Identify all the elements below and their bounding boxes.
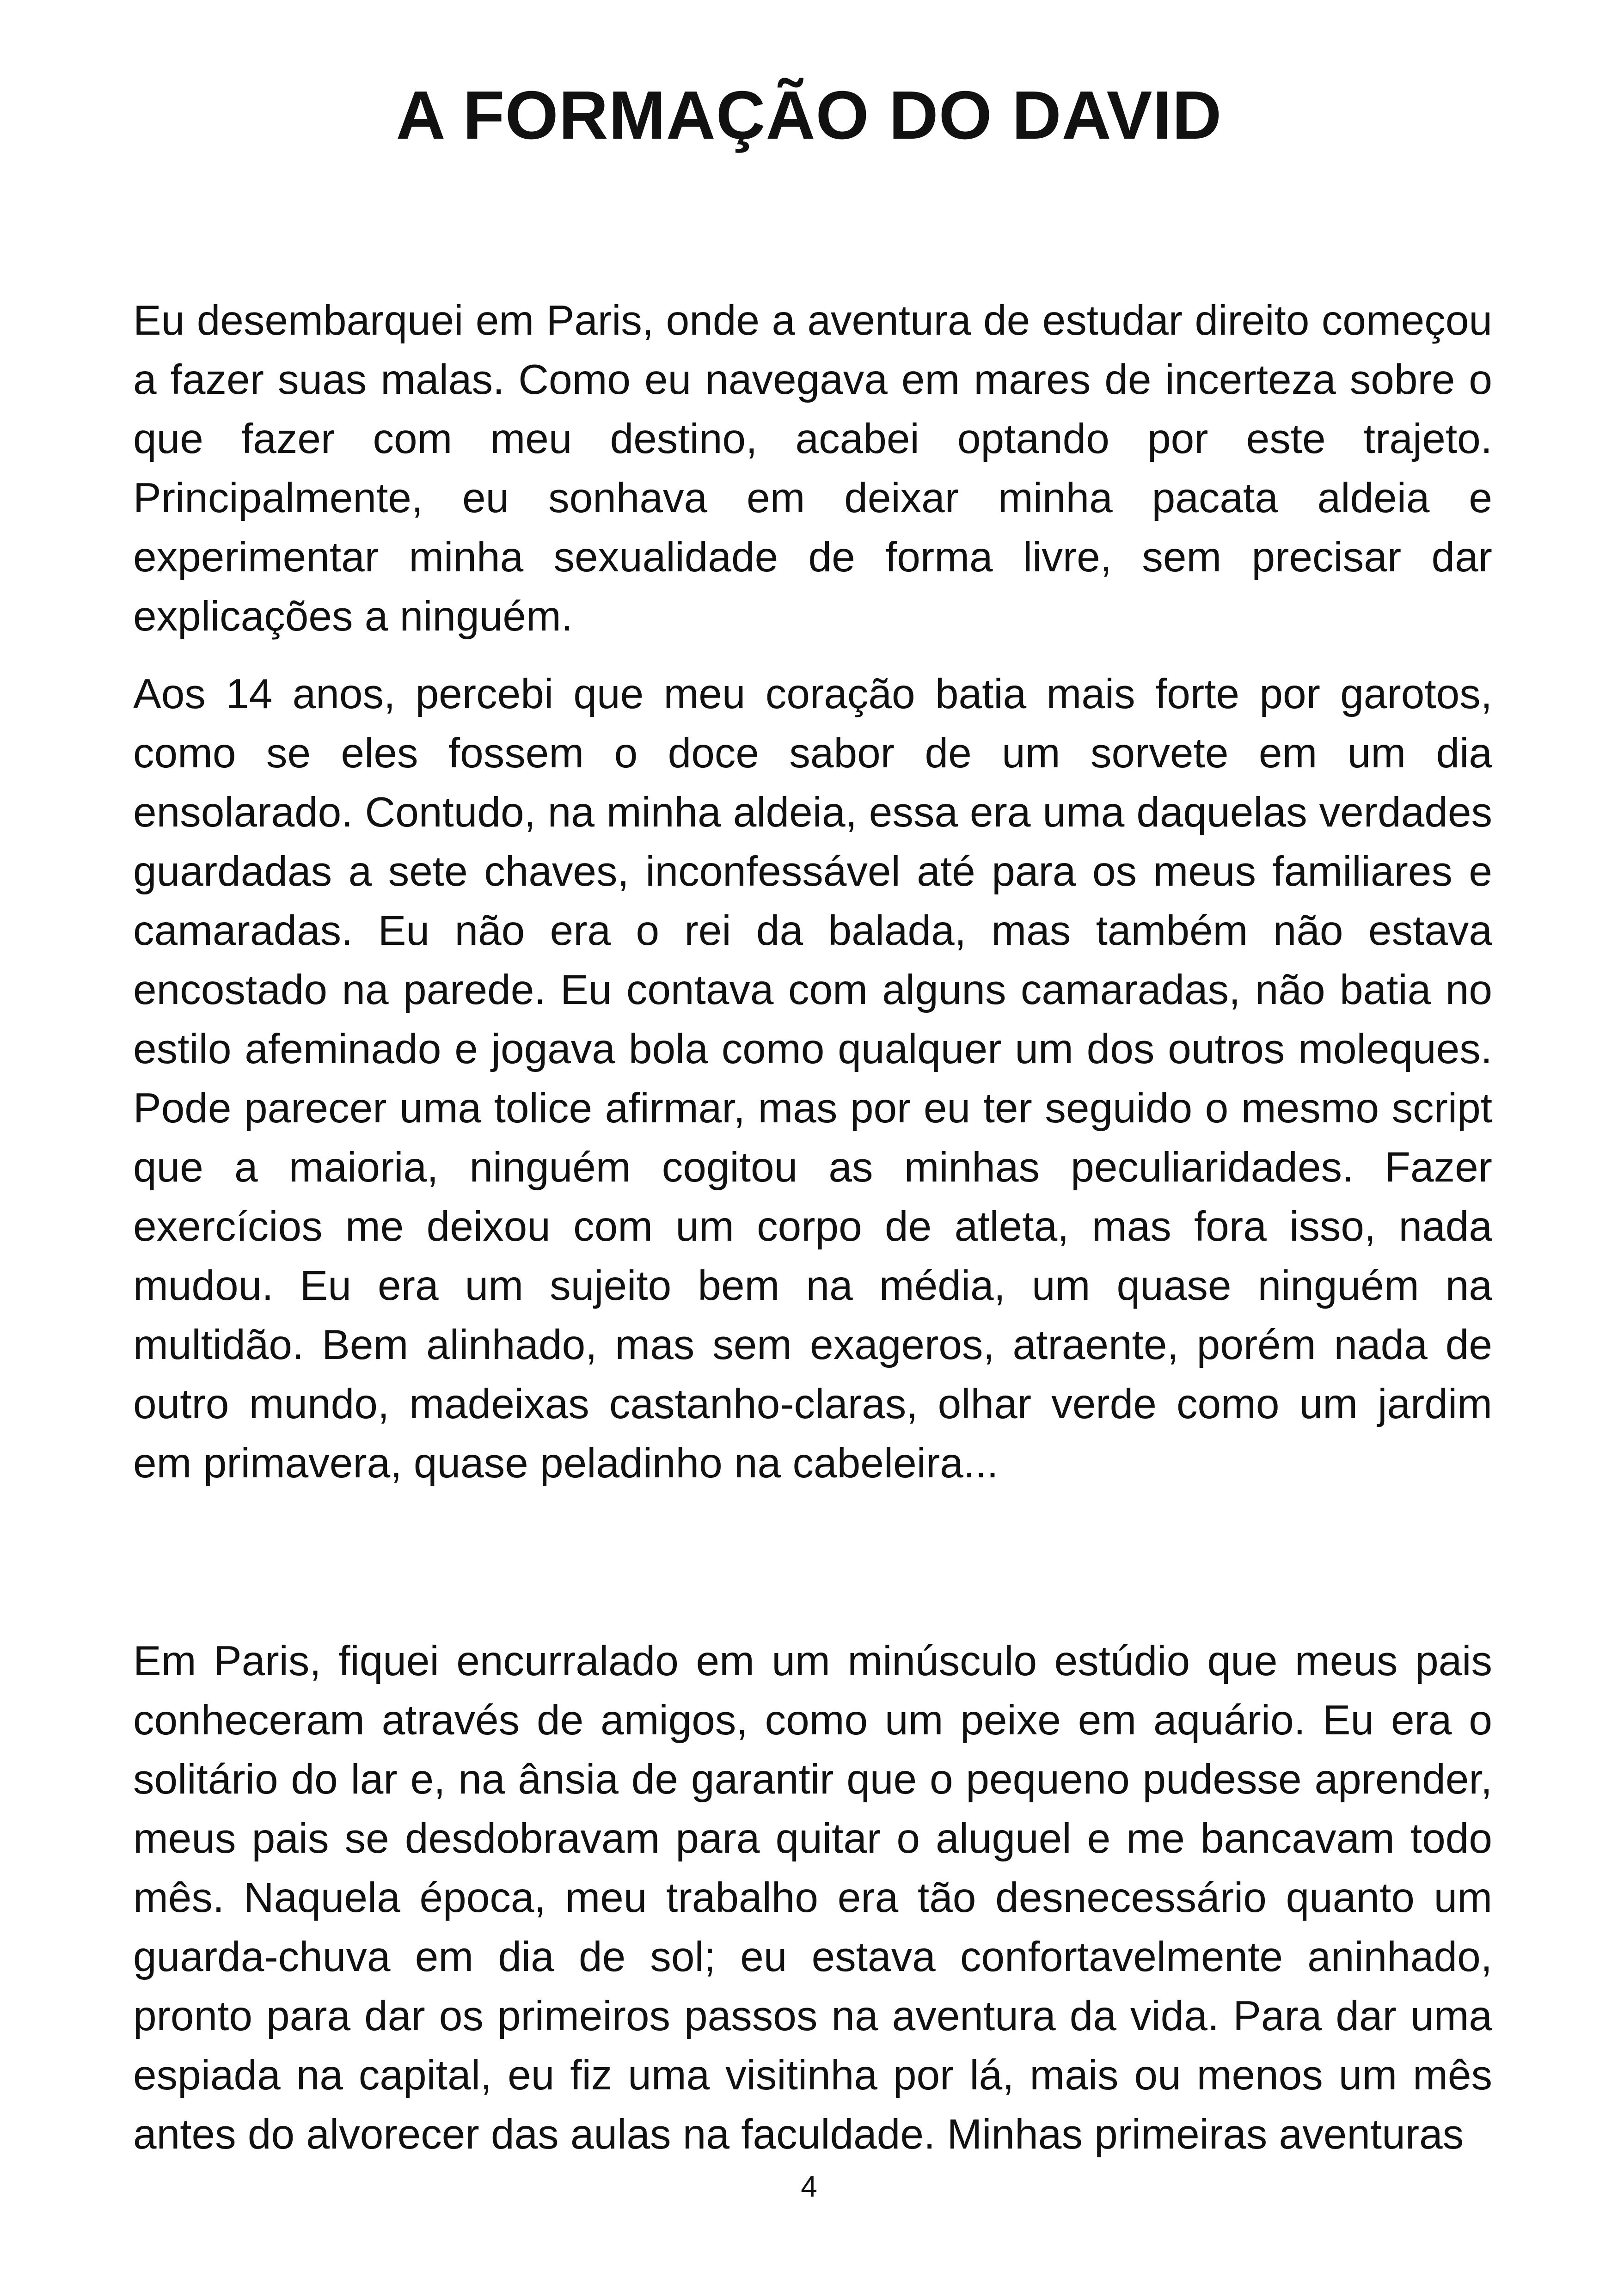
paragraph-1: Eu desembarquei em Paris, onde a aventura de estudar direito começou a fazer suas malas. Como eu navegava em mares de incerteza sobre o que fazer com meu destino, acabei optando por este trajeto. Principalmente, eu sonhava em deixar minha pacata aldeia e experimentar minha sexualidade de forma livre, sem precisar dar explicações a ninguém. xyxy=(133,297,1492,640)
chapter-body xyxy=(133,291,1492,2164)
page-number: 4 xyxy=(801,2170,817,2203)
paragraph-2: Aos 14 anos, percebi que meu coração batia mais forte por garotos, como se eles fossem o doce sabor de um sorvete em um dia ensolarado. Contudo, na minha aldeia, essa era uma daquelas verdades guardadas a sete chaves, inconfessável até para os meus familiares e camaradas. Eu não era o rei da balada, mas também não estava encostado na parede. Eu contava com alguns camaradas, não batia no estilo afeminado e jogava bola como qualquer um dos outros moleques. Pode parecer uma tolice afirmar, mas por eu ter seguido o mesmo script que a maioria, ninguém cogitou as minhas peculiaridades. Fazer exercícios me deixou com um corpo de atleta, mas fora isso, nada mudou. Eu era um sujeito bem na média, um quase ninguém na multidão. Bem alinhado, mas sem exageros, atraente, porém nada de outro mundo, madeixas castanho-claras, olhar verde como um jardim em primavera, quase peladinho na cabeleira... xyxy=(133,671,1492,1487)
paragraph-3: Em Paris, fiquei encurralado em um minúsculo estúdio que meus pais conheceram através de amigos, como um peixe em aquário. Eu era o solitário do lar e, na ânsia de garantir que o pequeno pudesse aprender, meus pais se desdobravam para quitar o aluguel e me bancavam todo mês. Naquela época, meu trabalho era tão desnecessário quanto um guarda-chuva em dia de sol; eu estava confortavelmente aninhado, pronto para dar os primeiros passos na aventura da vida. Para dar uma espiada na capital, eu fiz uma visitinha por lá, mais ou menos um mês antes do alvorecer das aulas na faculdade. Minhas primeiras aventuras xyxy=(133,1638,1492,2158)
chapter-title: A FORMAÇÃO DO DAVID xyxy=(396,77,1222,153)
